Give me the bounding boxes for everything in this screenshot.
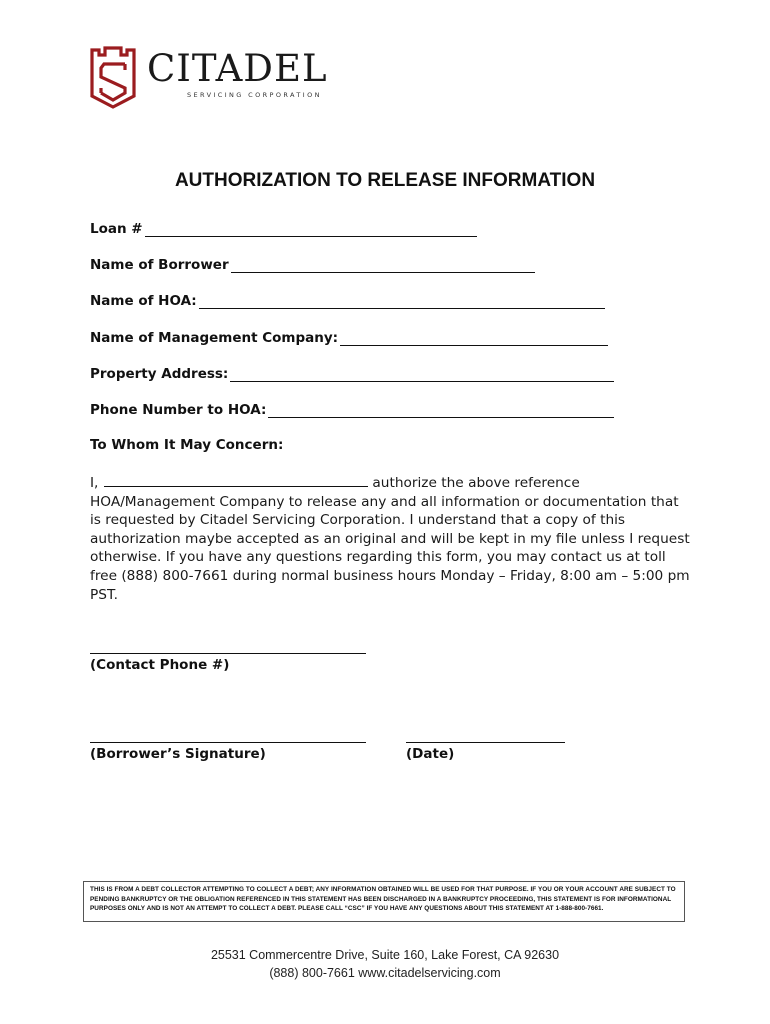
- logo-wordmark: CITADEL: [147, 47, 328, 90]
- body-prefix: I,: [90, 475, 99, 491]
- fill-in-line: [199, 296, 605, 309]
- footer-address: 25531 Commercentre Drive, Suite 160, Lake Forest, CA 92630: [210, 948, 560, 962]
- contact-phone-line: [90, 653, 366, 654]
- body-text: authorize the above reference HOA/Management Company to release any and all information or documentation that is requested by Citadel Servicing Corporation. I understand that a copy of this authorization maybe accepted as an original and will be kept in my file unless I request otherwise. If you have any questions regarding this form, you may contact us at toll free (888) 800-7661 during normal business hours Monday – Friday, 8:00 am – 5:00 pm PST.: [90, 475, 690, 603]
- fill-in-line: [230, 369, 614, 382]
- field-management-company: [90, 330, 608, 346]
- field-hoa-name: [90, 293, 605, 309]
- field-label: Name of Borrower: [90, 257, 229, 273]
- salutation: To Whom It May Concern:: [90, 437, 284, 453]
- field-label: Name of Management Company:: [90, 330, 339, 346]
- date-label: (Date): [406, 746, 455, 762]
- field-label: Phone Number to HOA:: [90, 402, 267, 418]
- name-fill-line: [104, 475, 368, 487]
- date-line: [406, 742, 565, 743]
- field-borrower-name: [90, 257, 535, 273]
- field-property-address: [90, 366, 614, 382]
- company-logo: [89, 44, 339, 110]
- fill-in-line: [231, 260, 535, 273]
- document-title: AUTHORIZATION TO RELEASE INFORMATION: [174, 170, 596, 191]
- logo-subtitle: SERVICING CORPORATION: [187, 91, 322, 99]
- authorization-paragraph: [90, 474, 690, 604]
- fill-in-line: [340, 333, 608, 346]
- fill-in-line: [268, 405, 614, 418]
- field-label: Property Address:: [90, 366, 229, 382]
- field-hoa-phone: [90, 402, 614, 418]
- fill-in-line: [145, 224, 477, 237]
- contact-phone-label: (Contact Phone #): [90, 657, 230, 673]
- debt-collector-notice: THIS IS FROM A DEBT COLLECTOR ATTEMPTING TO COLLECT A DEBT; ANY INFORMATION OBTAINED WILL BE USED FOR THAT PURPOSE. IF YOU OR YOUR ACCOUNT ARE SUBJECT TO PENDING BANKRUPTCY OR THE OBLIGATION REFERENCED IN THIS STATEMENT HAS BEEN DISCHARGED IN A BANKRUPTCY PROCEEDING, THIS STATEMENT IS FOR INFORMATIONAL PURPOSES ONLY AND IS NOT AN ATTEMPT TO COLLECT A DEBT. PLEASE CALL “CSC” IF YOU HAVE ANY QUESTIONS ABOUT THIS STATEMENT AT 1-888-800-7661.: [83, 881, 685, 922]
- borrower-signature-label: (Borrower’s Signature): [90, 746, 266, 762]
- field-label: Loan #: [90, 221, 143, 237]
- field-loan-number: [90, 221, 477, 237]
- footer-contact: (888) 800-7661 www.citadelservicing.com: [269, 966, 501, 980]
- borrower-signature-line: [90, 742, 366, 743]
- field-label: Name of HOA:: [90, 293, 197, 309]
- castle-logo-icon: [89, 44, 137, 110]
